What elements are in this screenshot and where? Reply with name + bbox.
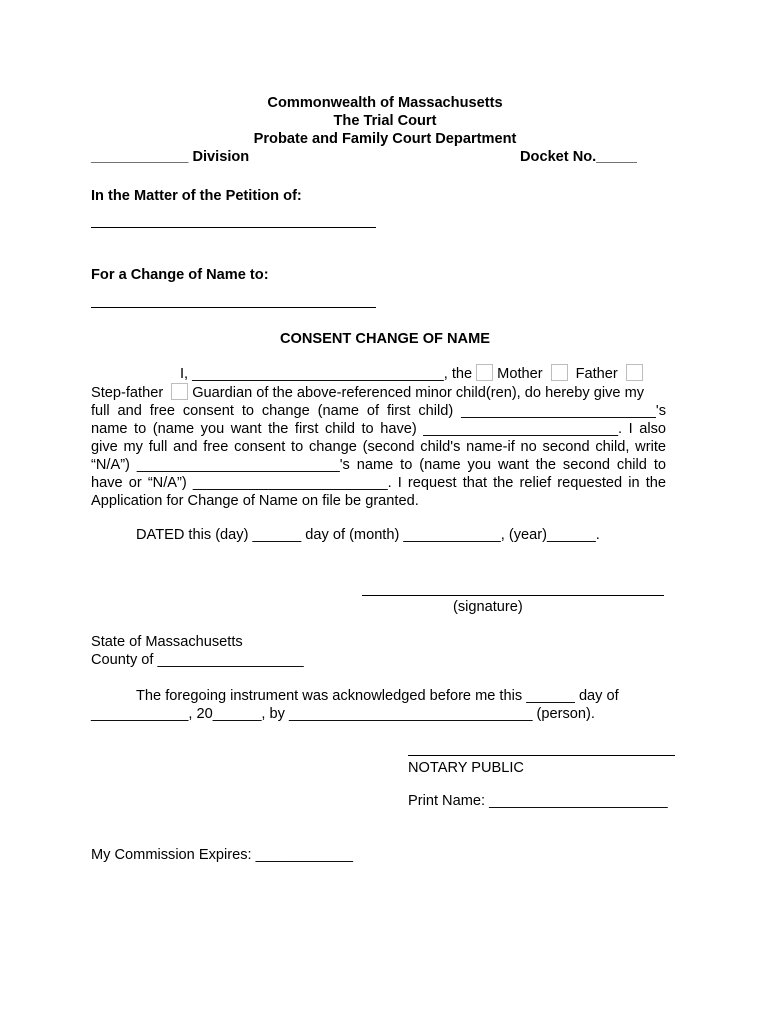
- guardian-checkbox[interactable]: [171, 383, 188, 400]
- stepfather-checkbox[interactable]: [626, 364, 643, 381]
- new-name-line[interactable]: [91, 307, 376, 308]
- print-name-field[interactable]: Print Name: ______________________: [408, 793, 668, 809]
- father-checkbox[interactable]: [551, 364, 568, 381]
- consent-intro: I, _______________________________, the: [180, 366, 473, 382]
- mother-label: Mother: [497, 366, 543, 382]
- mother-checkbox[interactable]: [476, 364, 493, 381]
- commission-expires-field[interactable]: My Commission Expires: ____________: [91, 847, 354, 863]
- petitioner-name-line[interactable]: [91, 227, 376, 228]
- father-label: Father: [575, 366, 618, 382]
- consent-line-4: name to (name you want the first child to have) ________________________. I also: [91, 421, 666, 437]
- court-trial: The Trial Court: [333, 113, 437, 129]
- acknowledgment-line-1: The foregoing instrument was acknowledged before me this ______ day of: [136, 688, 619, 704]
- docket-field[interactable]: Docket No._____: [520, 149, 637, 165]
- notary-public-label: NOTARY PUBLIC: [408, 760, 524, 776]
- acknowledgment-line-2[interactable]: ____________, 20______, by ______________________________ (person).: [91, 706, 595, 722]
- court-commonwealth: Commonwealth of Massachusetts: [267, 95, 503, 111]
- consent-line-2: [91, 383, 666, 402]
- signature-label: (signature): [453, 599, 523, 615]
- consent-line-6: “N/A”) _________________________'s name to (name you want the second child to: [91, 457, 666, 473]
- consent-line-1: [91, 364, 666, 383]
- form-title: CONSENT CHANGE OF NAME: [280, 331, 490, 347]
- state-label: State of Massachusetts: [91, 634, 243, 650]
- consent-paragraph: [91, 364, 666, 510]
- dated-line[interactable]: DATED this (day) ______ day of (month) ____________, (year)______.: [136, 527, 600, 543]
- division-field[interactable]: ____________ Division: [91, 149, 250, 165]
- stepfather-label: Step-father: [91, 385, 164, 401]
- court-department: Probate and Family Court Department: [253, 131, 517, 147]
- change-of-name-label: For a Change of Name to:: [91, 267, 269, 283]
- county-field[interactable]: County of __________________: [91, 652, 304, 668]
- consent-line-3: full and free consent to change (name of first child) ________________________'s: [91, 403, 666, 419]
- consent-line-8: Application for Change of Name on file be granted.: [91, 493, 419, 509]
- petition-label: In the Matter of the Petition of:: [91, 188, 302, 204]
- consent-line-7: have or “N/A”) ________________________. I request that the relief requested in the: [91, 475, 666, 491]
- signature-line[interactable]: [362, 595, 664, 596]
- consent-line-5: give my full and free consent to change (second child's name-if no second child, write: [91, 439, 666, 455]
- guardian-text: Guardian of the above-referenced minor child(ren), do hereby give my: [192, 385, 645, 401]
- notary-signature-line[interactable]: [408, 755, 675, 756]
